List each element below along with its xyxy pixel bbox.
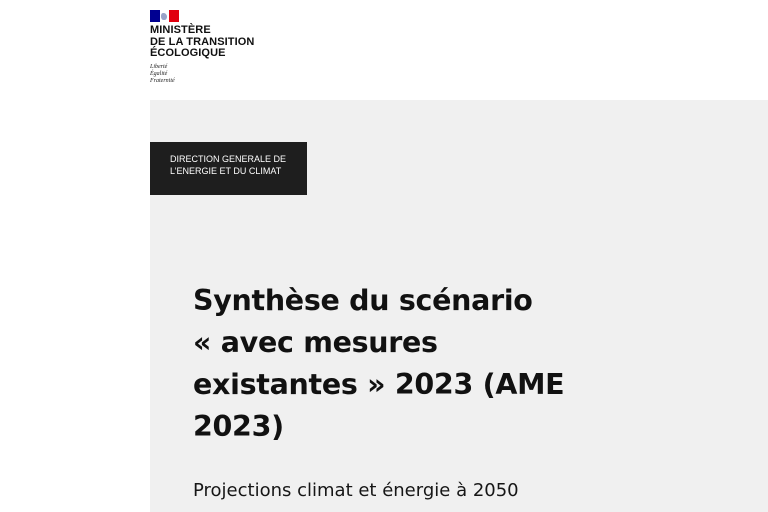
- ministry-name: [150, 25, 254, 60]
- badge-line: L’ENERGIE ET DU CLIMAT: [170, 166, 282, 176]
- title-line: 2023): [193, 410, 284, 443]
- motto-line: Liberté: [150, 63, 168, 70]
- ministry-name-line: ÉCOLOGIQUE: [150, 47, 226, 59]
- document-title: [193, 280, 613, 448]
- title-line: « avec mesures: [193, 326, 438, 359]
- ministry-name-line: MINISTÈRE: [150, 24, 211, 36]
- ministry-name-line: DE LA TRANSITION: [150, 35, 255, 48]
- title-line: Synthèse du scénario: [193, 284, 533, 317]
- marianne-flag-icon: [150, 10, 179, 22]
- motto-line: Fraternité: [150, 77, 175, 84]
- ministry-logo: [150, 10, 254, 85]
- badge-line: DIRECTION GENERALE DE: [170, 154, 287, 164]
- motto-line: Égalité: [150, 70, 168, 77]
- republic-motto: [150, 64, 254, 85]
- document-subtitle: Projections climat et énergie à 2050: [193, 480, 519, 501]
- title-line: existantes » 2023 (AME: [193, 368, 565, 401]
- directorate-badge: [150, 142, 307, 195]
